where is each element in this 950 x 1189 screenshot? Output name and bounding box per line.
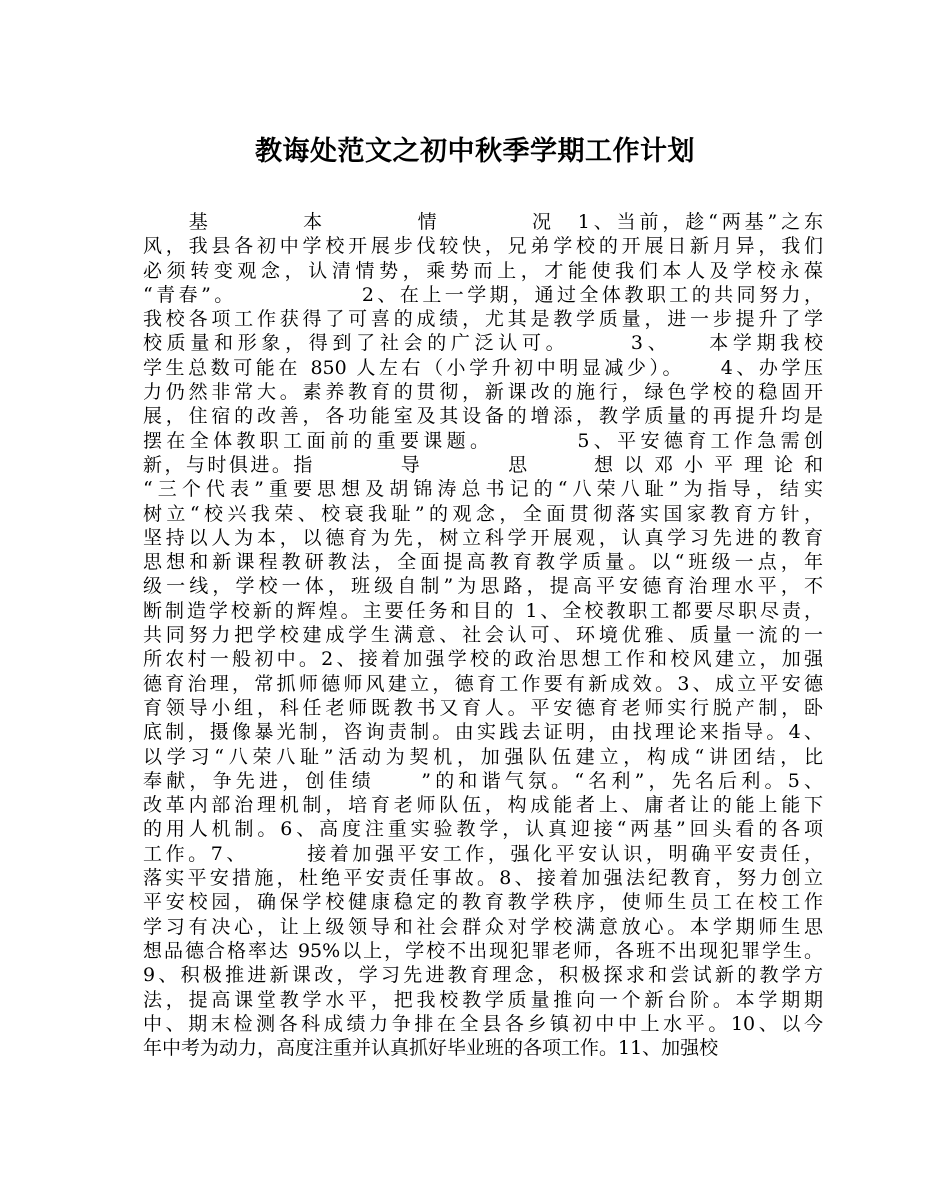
body-line: 法，提高课堂教学水平，把我校教学质量推向一个新台阶。本学期期 — [143, 988, 823, 1011]
body-line: 工作。7、 接着加强平安工作，强化平安认识，明确平安责任， — [143, 842, 823, 865]
body-line: 断制造学校新的辉煌。主要任务和目的 1、全校教职工都要尽职尽责， — [143, 599, 823, 622]
body-line: 基 本 情 况 1、当前，趁“两基”之东 — [143, 211, 823, 233]
body-line: 中、期末检测各科成绩力争排在全县各乡镇初中中上水平。10、以今 — [143, 1012, 823, 1035]
body-line: 所农村一般初中。2、接着加强学校的政治思想工作和校风建立，加强 — [143, 648, 823, 671]
body-line: “三个代表”重要思想及胡锦涛总书记的“八荣八耻”为指导，结实 — [143, 478, 823, 501]
body-line: 坚持以人为本，以德育为先，树立科学开展观，认真学习先进的教育 — [143, 526, 823, 549]
body-line: 奉献，争先进，创佳绩 ”的和谐气氛。“名利”，先名后利。5、 — [143, 769, 823, 792]
body-line: 思想和新课程教研教法，全面提高教育教学质量。以“班级一点，年 — [143, 551, 823, 574]
body-line: 落实平安措施，杜绝平安责任事故。8、接着加强法纪教育，努力创立 — [143, 867, 823, 890]
body-line: 改革内部治理机制，培育老师队伍，构成能者上、庸者让的能上能下 — [143, 794, 823, 817]
body-line: 摆在全体教职工面前的重要课题。 5、平安德育工作急需创 — [143, 429, 823, 452]
body-line: 年中考为动力，高度注重并认真抓好毕业班的各项工作。11、加强校 — [143, 1037, 719, 1060]
body-line: 风，我县各初中学校开展步伐较快，兄弟学校的开展日新月异，我们 — [143, 235, 823, 258]
document-title: 教诲处范文之初中秋季学期工作计划 — [255, 136, 695, 167]
body-line: 底制，摄像暴光制，咨询责制。由实践去证明，由找理论来指导。4、 — [143, 721, 823, 744]
body-line: 力仍然非常大。素养教育的贯彻，新课改的施行，绿色学校的稳固开 — [143, 381, 823, 404]
body-line: 展，住宿的改善，各功能室及其设备的增添，教学质量的再提升均是 — [143, 405, 823, 428]
body-line: 必须转变观念，认清情势，乘势而上，才能使我们本人及学校永葆 — [143, 259, 823, 282]
body-line: 学生总数可能在 850 人左右（小学升初中明显减少）。 4、办学压 — [143, 356, 823, 379]
body-line: 校质量和形象，得到了社会的广泛认可。 3、 本学期我校 — [143, 332, 823, 355]
body-line: 级一线，学校一体，班级自制”为思路，提高平安德育治理水平，不 — [143, 575, 823, 598]
body-line: 我校各项工作获得了可喜的成绩，尤其是教学质量，进一步提升了学 — [143, 308, 823, 331]
body-line: 德育治理，常抓师德师风建立，德育工作要有新成效。3、成立平安德 — [143, 672, 823, 695]
body-line: 树立“校兴我荣、校衰我耻”的观念，全面贯彻落实国家教育方针， — [143, 502, 823, 525]
body-line: 共同努力把学校建成学生满意、社会认可、环境优雅、质量一流的一 — [143, 624, 823, 647]
document-body — [143, 210, 823, 1060]
body-line: 9、积极推进新课改，学习先进教育理念，积极探求和尝试新的教学方 — [143, 964, 823, 987]
body-line: “青春”。 2、在上一学期，通过全体教职工的共同努力， — [143, 283, 823, 306]
body-line: 平安校园，确保学校健康稳定的教育教学秩序，使师生员工在校工作 — [143, 891, 823, 914]
body-line: 新，与时俱进。指 导 思 想 以 邓 小 平 理 论 和 — [143, 453, 823, 476]
body-line: 的用人机制。6、高度注重实验教学，认真迎接“两基”回头看的各项 — [143, 818, 823, 841]
body-line: 想品德合格率达 95%以上，学校不出现犯罪老师，各班不出现犯罪学生。 — [143, 939, 823, 962]
body-line: 以学习“八荣八耻”活动为契机，加强队伍建立，构成“讲团结，比 — [143, 745, 823, 768]
body-line: 育领导小组，科任老师既教书又育人。平安德育老师实行脱产制，卧 — [143, 696, 823, 719]
body-line: 学习有决心，让上级领导和社会群众对学校满意放心。本学期师生思 — [143, 915, 823, 938]
